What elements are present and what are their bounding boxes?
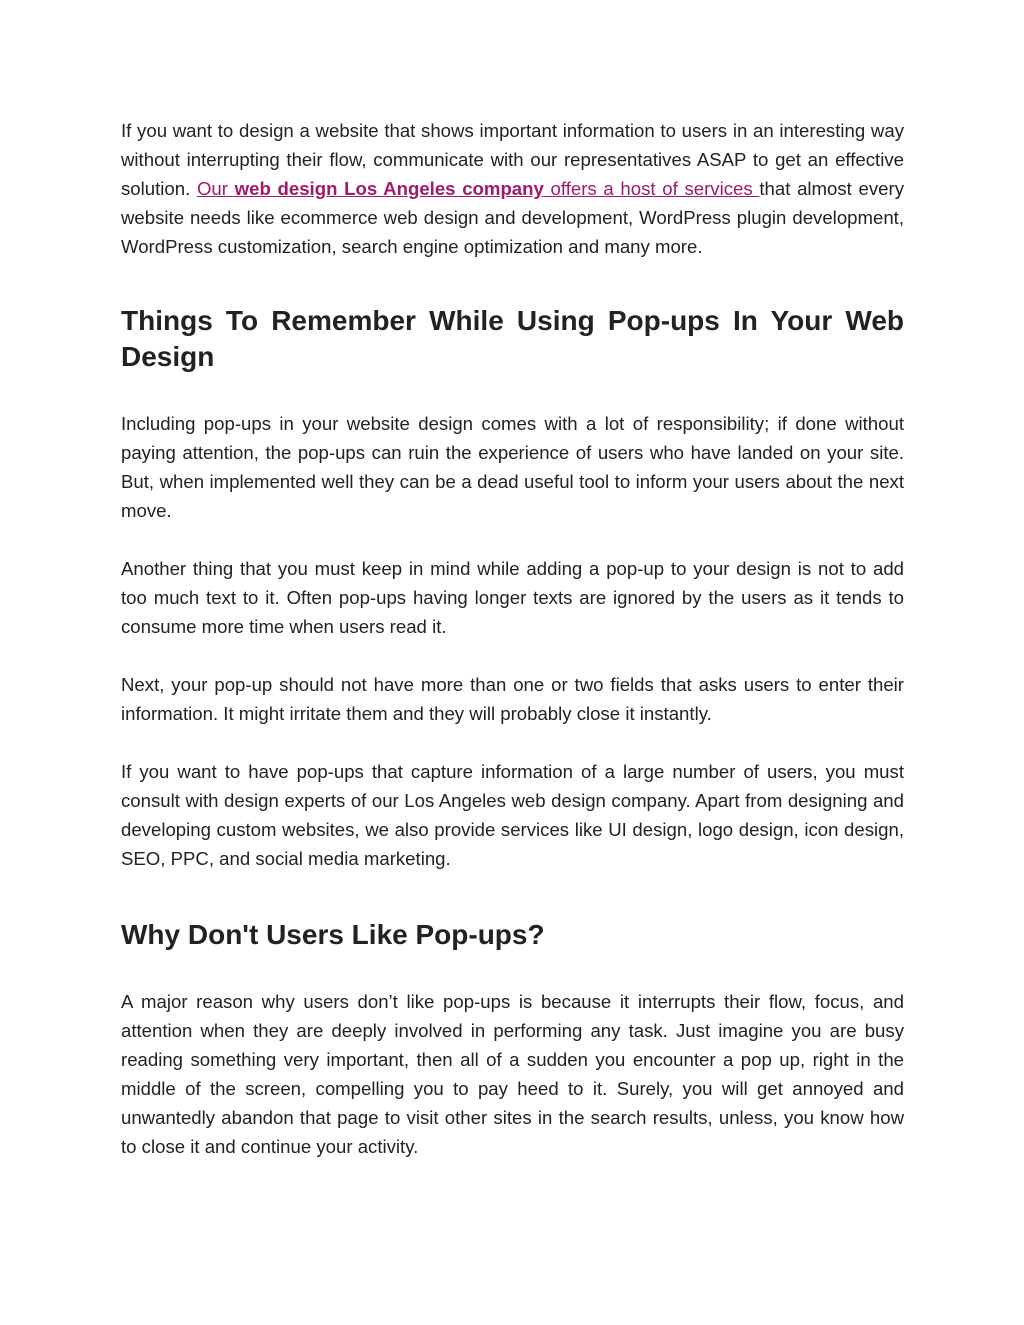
intro-paragraph <box>121 116 904 261</box>
document-page <box>121 116 904 1161</box>
section-heading-popup-tips: Things To Remember While Using Pop-ups In Your Web Design <box>121 305 904 372</box>
web-design-company-link[interactable] <box>197 178 759 199</box>
link-bold-text: web design Los Angeles company <box>234 178 544 199</box>
intro-text-before: If you want to design a website that shows important information to users in an interesting way without interrupting their flow, communicate with our representatives ASAP to get an effective solution. <box>121 120 904 199</box>
paragraph-consult-experts: If you want to have pop-ups that capture information of a large number of users, you must consult with design experts of our Los Angeles web design company. Apart from designing and developing custom websites, we also provide services like UI design, logo design, icon design, SEO, PPC, and social media marketing. <box>121 761 904 869</box>
link-suffix: offers a host of services <box>543 178 760 199</box>
paragraph-major-reason: A major reason why users don’t like pop-ups is because it interrupts their flow, focus, and attention when they are deeply involved in performing any task. Just imagine you are busy reading something very important, then all of a sudden you encounter a pop up, right in the middle of the screen, compelling you to pay heed to it. Surely, you will get annoyed and unwantedly abandon that page to visit other sites in the search results, unless, you know how to close it and continue your activity. <box>121 991 904 1157</box>
intro-text-after: that almost every website needs like ecommerce web design and development, WordPress plugin development, WordPress customization, search engine optimization and many more. <box>121 178 904 257</box>
section-heading-why-dislike: Why Don't Users Like Pop-ups? <box>121 919 545 950</box>
link-prefix: Our <box>196 178 235 199</box>
paragraph-responsibility: Including pop-ups in your website design comes with a lot of responsibility; if done without paying attention, the pop-ups can ruin the experience of users who have landed on your site. But, when implemented well they can be a dead useful tool to inform your users about the next move. <box>121 413 904 521</box>
paragraph-text-length: Another thing that you must keep in mind while adding a pop-up to your design is not to add too much text to it. Often pop-ups having longer texts are ignored by the users as it tends to consume more time when users read it. <box>121 558 904 637</box>
paragraph-fields: Next, your pop-up should not have more than one or two fields that asks users to enter their information. It might irritate them and they will probably close it instantly. <box>121 674 904 724</box>
